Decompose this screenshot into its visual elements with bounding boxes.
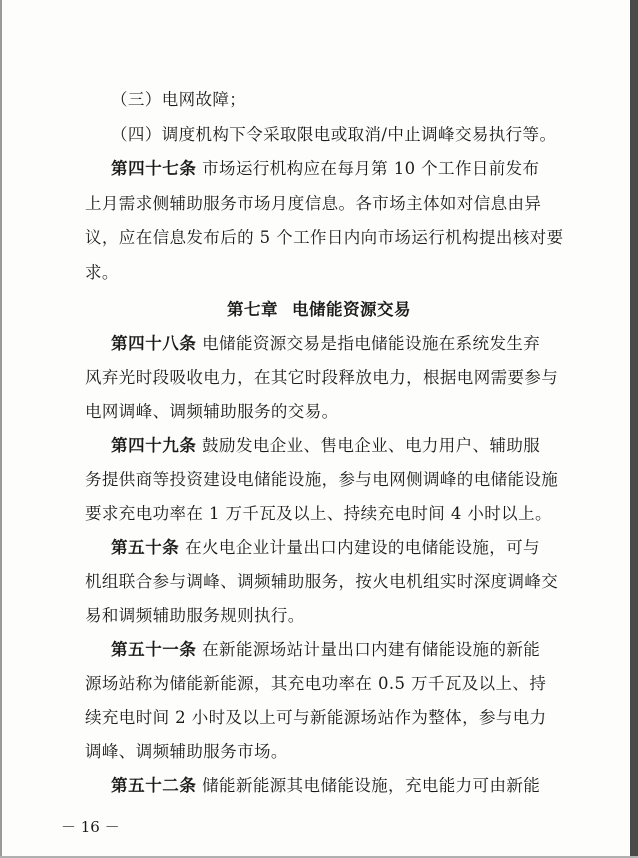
- article-52-heading: 第五十二条: [111, 776, 197, 795]
- article-47-heading: 第四十七条: [111, 159, 197, 178]
- article-50-line-1: [111, 538, 540, 558]
- article-48-heading: 第四十八条: [111, 334, 197, 353]
- article-47-line-4: 求。: [85, 263, 119, 282]
- article-49-line-1: [111, 436, 540, 456]
- article-51-line-3: 续充电时间 2 小时及以上可与新能源场站作为整体，参与电力: [85, 708, 547, 727]
- article-48-line-1: [111, 334, 540, 354]
- chapter-number: 第七章: [227, 300, 278, 319]
- scan-edge-right: [630, 0, 638, 858]
- article-51-line-1: [111, 640, 540, 660]
- article-51-line-4: 调峰、调频辅助服务市场。: [85, 742, 288, 761]
- article-51-heading: 第五十一条: [111, 640, 197, 659]
- article-48-line-3: 电网调峰、调频辅助服务的交易。: [85, 402, 339, 421]
- article-50-line-2: 机组联合参与调峰、调频辅助服务，按火电机组实时深度调峰交: [85, 572, 559, 591]
- article-49-line-3: 要求充电功率在 1 万千瓦及以上、持续充电时间 4 小时以上。: [85, 504, 552, 523]
- article-52-line-1: [111, 776, 540, 796]
- scan-edge-left: [0, 0, 2, 858]
- list-item-3: （三）电网故障；: [111, 90, 247, 109]
- article-50-text: 在火电企业计量出口内建设的电储能设施，可与: [185, 538, 540, 557]
- article-49-heading: 第四十九条: [111, 436, 197, 455]
- article-50-line-3: 易和调频辅助服务规则执行。: [85, 606, 305, 625]
- article-52-text: 储能新能源其电储能设施，充电能力可由新能: [202, 776, 541, 795]
- article-47-line-1: [111, 159, 539, 179]
- article-47-text: 市场运行机构应在每月第 10 个工作日前发布: [202, 159, 540, 178]
- article-47-line-3: 议，应在信息发布后的 5 个工作日内向市场运行机构提出核对要: [85, 228, 564, 247]
- article-51-text: 在新能源场站计量出口内建有储能设施的新能: [202, 640, 541, 659]
- article-48-text: 电储能资源交易是指电储能设施在系统发生弃: [202, 334, 541, 353]
- article-50-heading: 第五十条: [111, 538, 180, 557]
- chapter-heading: [0, 300, 638, 320]
- chapter-title: 电储能资源交易: [292, 300, 411, 319]
- list-item-4: （四）调度机构下令采取限电或取消/中止调峰交易执行等。: [111, 125, 557, 144]
- article-49-line-2: 务提供商等投资建设电储能设施，参与电网侧调峰的电储能设施: [85, 470, 559, 489]
- article-48-line-2: 风弃光时段吸收电力，在其它时段释放电力，根据电网需要参与: [85, 368, 559, 387]
- article-47-line-2: 上月需求侧辅助服务市场月度信息。各市场主体如对信息由异: [85, 194, 542, 213]
- article-49-text: 鼓励发电企业、售电企业、电力用户、辅助服: [202, 436, 541, 455]
- page-number: － 16 －: [61, 818, 120, 836]
- article-51-line-2: 源场站称为储能新能源，其充电功率在 0.5 万千瓦及以上、持: [85, 674, 547, 693]
